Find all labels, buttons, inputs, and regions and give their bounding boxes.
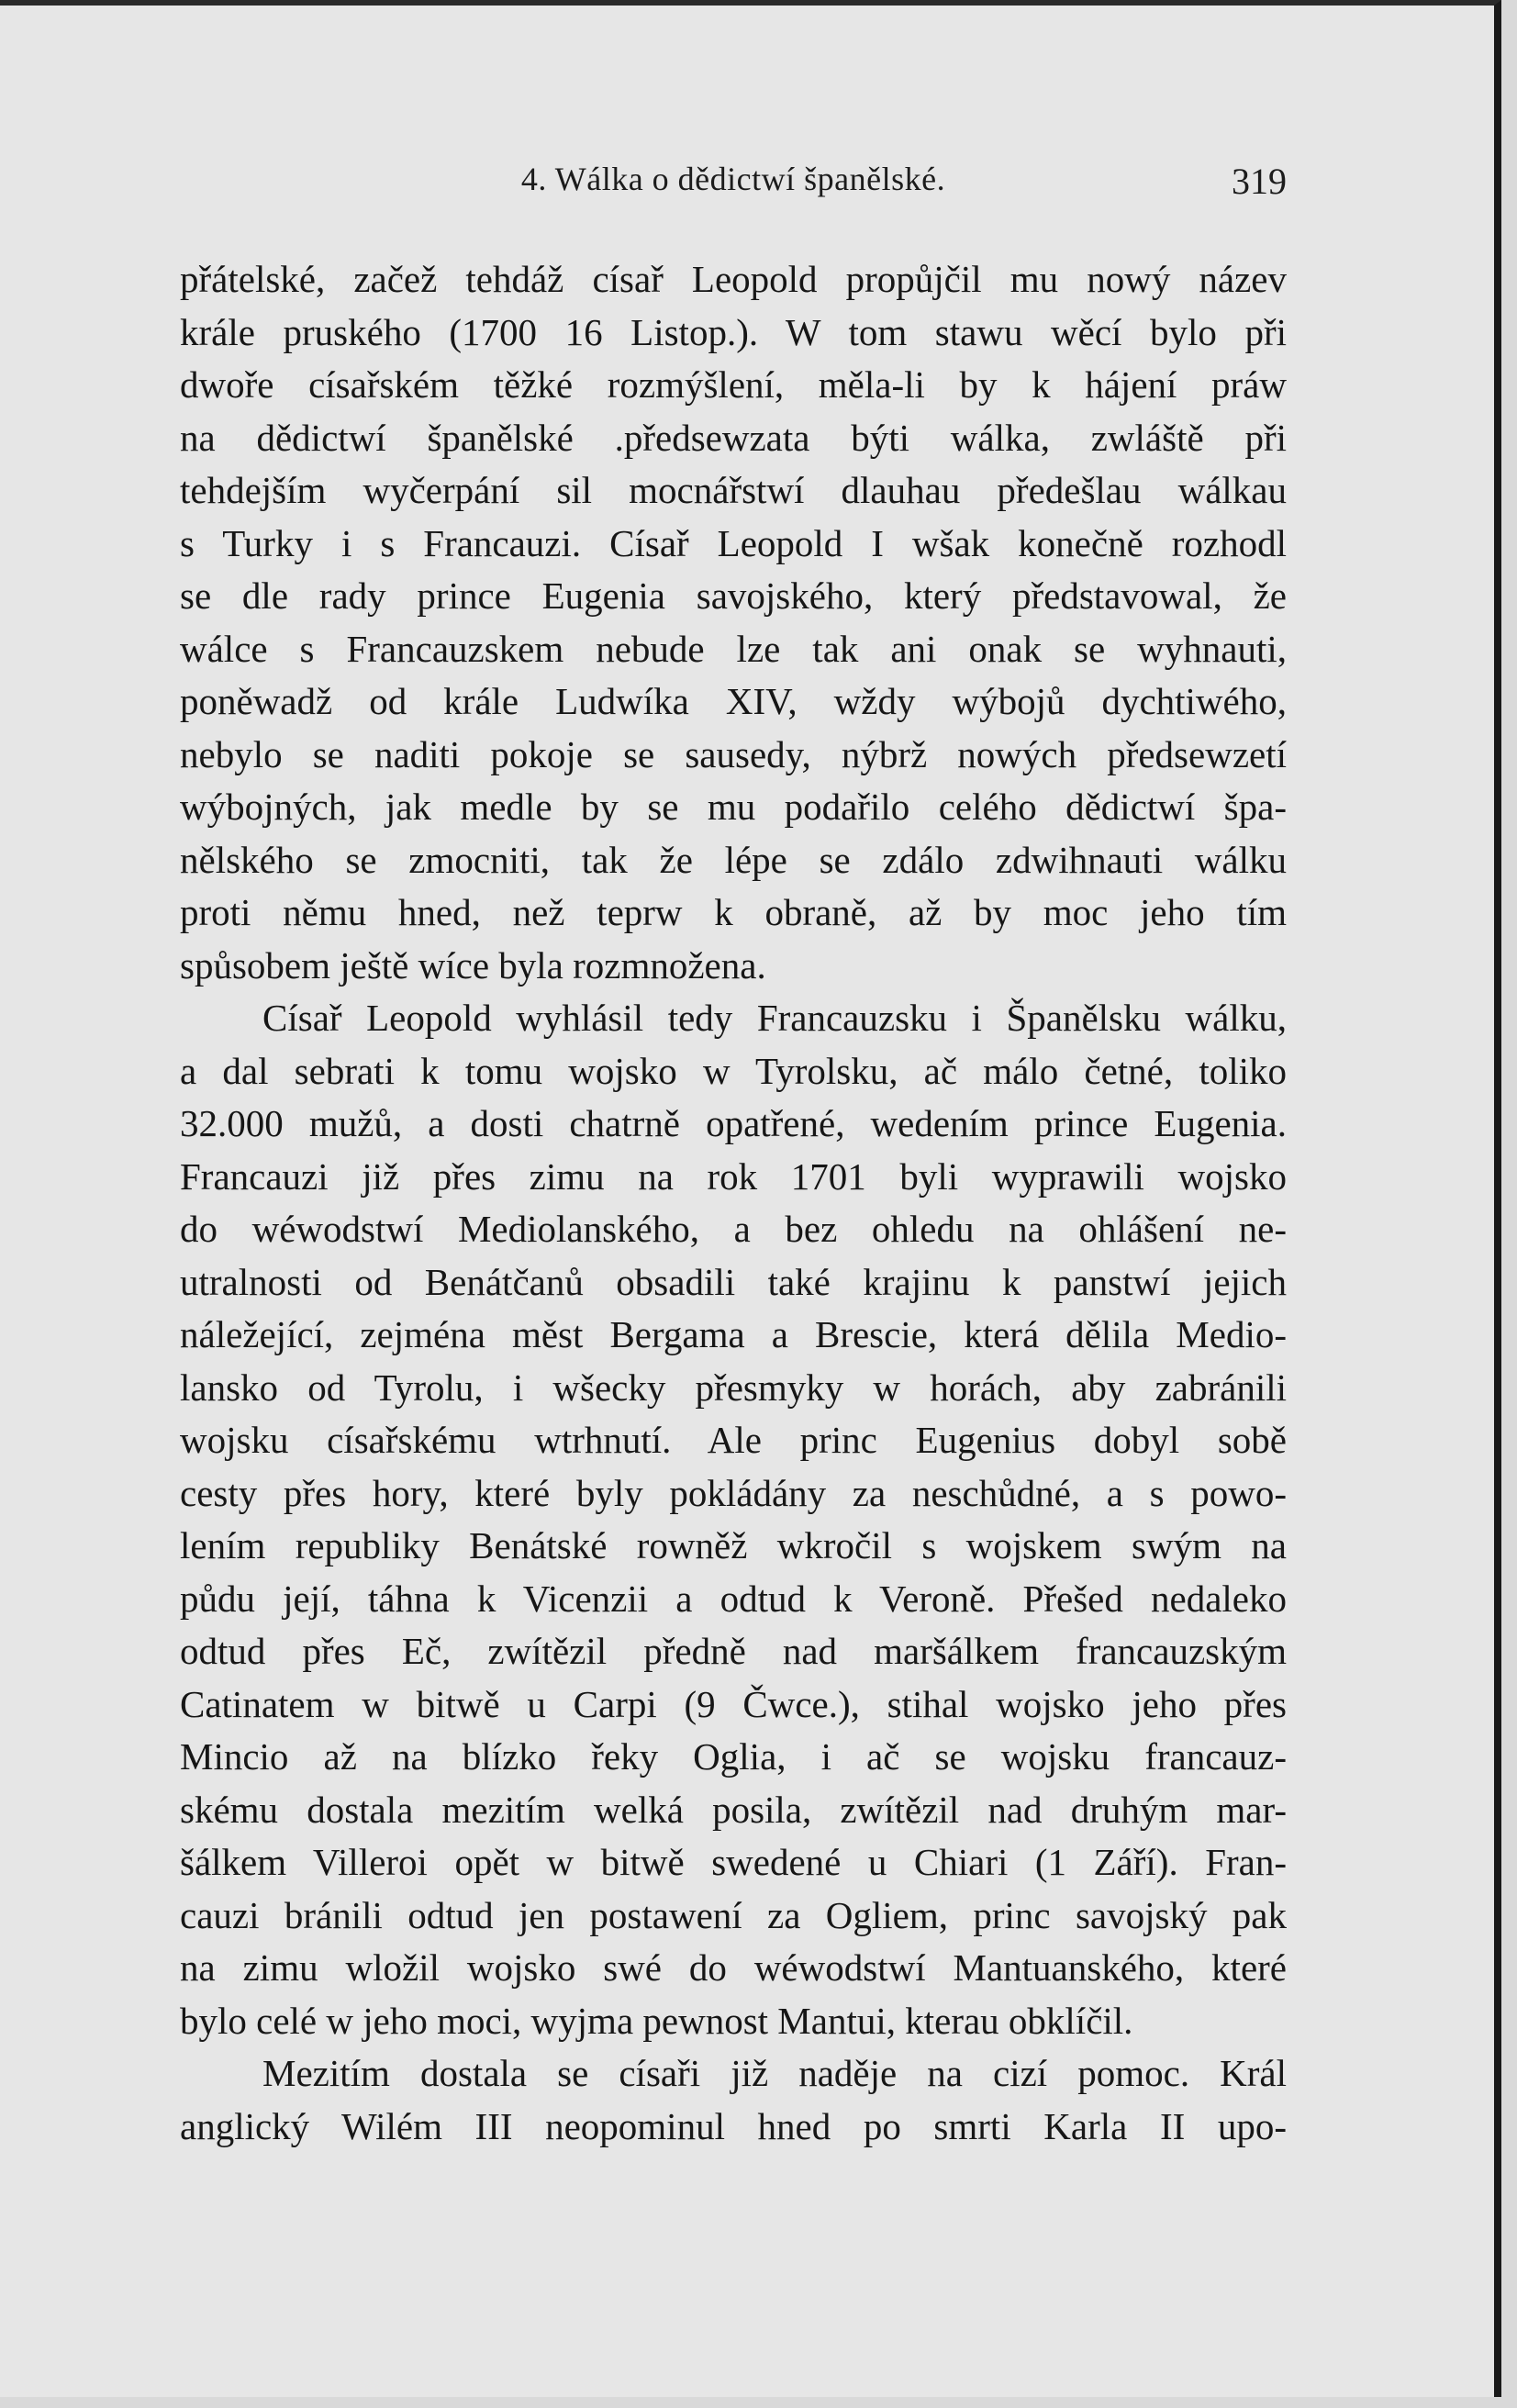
text-line: nělského se zmocniti, tak že lépe se zdálo zdwihnauti wálku <box>180 838 1287 881</box>
text-line: bylo celé w jeho moci, wyjma pewnost Mantui, kterau obklíčil. <box>180 1999 1133 2042</box>
text-line: náležející, zejména měst Bergama a Brescie, která dělila Medio- <box>180 1313 1287 1355</box>
text-line: wálce s Francauzskem nebude lze tak ani onak se wyhnauti, <box>180 627 1287 670</box>
text-line: Catinatem w bitwě u Carpi (9 Čwce.), stihal wojsko jeho přes <box>180 1682 1287 1725</box>
text-line: odtud přes Eč, zwítězil předně nad maršálkem francauzským <box>180 1630 1287 1672</box>
text-line: proti němu hned, než teprw k obraně, až by moc jeho tím <box>180 891 1287 933</box>
text-line: lením republiky Benátské rowněž wkročil s wojskem swým na <box>180 1524 1287 1566</box>
text-line: cauzi bránili odtud jen postawení za Ogliem, princ savojský pak <box>180 1893 1287 1936</box>
chapter-title: 4. Wálka o dědictwí španělské. <box>520 161 946 197</box>
body-text <box>180 253 1287 2153</box>
text-line: a dal sebrati k tomu wojsko w Tyrolsku, ač málo četné, toliko <box>180 1049 1287 1092</box>
text-line: lansko od Tyrolu, i wšecky přesmyky w horách, aby zabránili <box>180 1366 1287 1409</box>
text-line: nebylo se naditi pokoje se sausedy, nýbrž nowých předsewzetí <box>180 732 1287 775</box>
text-line: anglický Wilém III neopominul hned po smrti Karla II upo- <box>180 2104 1287 2147</box>
text-line: půdu její, táhna k Vicenzii a odtud k Veroně. Přešed nedaleko <box>180 1577 1287 1620</box>
text-line: do wéwodstwí Mediolanského, a bez ohledu na ohlášení ne- <box>180 1208 1287 1250</box>
text-line: dwoře císařském těžké rozmýšlení, měla-li by k hájení práw <box>180 363 1287 406</box>
running-head <box>180 160 1287 215</box>
text-line: Mezitím dostala se císaři již naděje na cizí pomoc. Král <box>262 2052 1287 2094</box>
text-line: skému dostala mezitím welká posila, zwítězil nad druhým mar- <box>180 1788 1287 1831</box>
text-line: s Turky i s Francauzi. Císař Leopold I wšak konečně rozhodl <box>180 521 1287 564</box>
text-line: tehdejším wyčerpání sil mocnářstwí dlauhau předešlau wálkau <box>180 469 1287 511</box>
text-line: spůsobem ještě wíce byla rozmnožena. <box>180 943 766 987</box>
text-line: wýbojných, jak medle by se mu podařilo celého dědictwí špa- <box>180 786 1287 828</box>
text-line: krále pruského (1700 16 Listop.). W tom stawu wěcí bylo při <box>180 310 1287 353</box>
text-line: cesty přes hory, které byly pokládány za neschůdné, a s powo- <box>180 1471 1287 1514</box>
text-line: Císař Leopold wyhlásil tedy Francauzsku i Španělsku wálku, <box>262 997 1287 1039</box>
text-line: poněwadž od krále Ludwíka XIV, wždy wýbojů dychtiwého, <box>180 680 1287 722</box>
text-line: 32.000 mužů, a dosti chatrně opatřené, wedením prince Eugenia. <box>180 1102 1287 1144</box>
text-line: šálkem Villeroi opět w bitwě swedené u Chiari (1 Září). Fran- <box>180 1841 1287 1883</box>
text-line: wojsku císařskému wtrhnutí. Ale princ Eugenius dobyl sobě <box>180 1419 1287 1461</box>
text-line: Francauzi již přes zimu na rok 1701 byli wyprawili wojsko <box>180 1154 1287 1198</box>
text-line: na zimu wložil wojsko swé do wéwodstwí Mantuanského, které <box>180 1946 1287 1989</box>
text-line: se dle rady prince Eugenia savojského, který představowal, že <box>180 574 1287 617</box>
page-number: 319 <box>1232 161 1287 202</box>
text-line: Mincio až na blízko řeky Oglia, i ač se wojsku francauz- <box>180 1735 1287 1778</box>
text-line: na dědictwí španělské .předsewzata býti wálka, zwláště při <box>180 416 1287 459</box>
text-line: přátelské, začež tehdáž císař Leopold propůjčil mu nowý název <box>180 258 1287 300</box>
text-line: utralnosti od Benátčanů obsadili také krajinu k panstwí jejich <box>180 1260 1287 1303</box>
